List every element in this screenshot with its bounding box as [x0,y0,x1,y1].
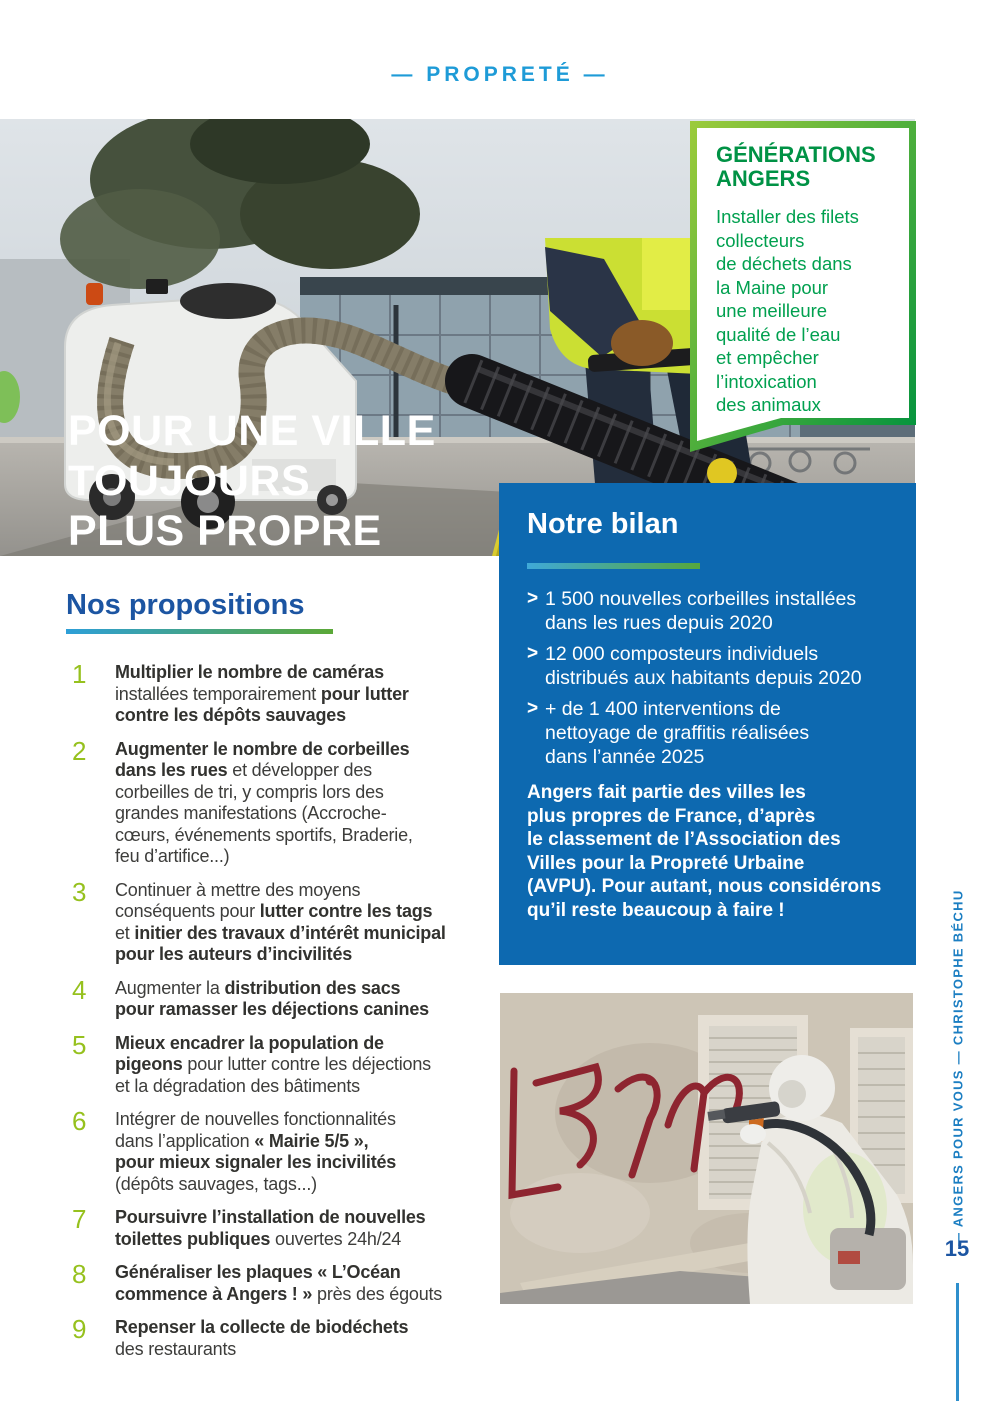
section-header-proprete: — PROPRETÉ — [391,63,609,86]
proposition-item [72,1314,502,1360]
text-line: la Maine pour [716,276,829,298]
text-line: TOUJOURS [68,457,311,505]
text-line [115,944,446,966]
text-line [115,1339,408,1361]
text-segment: grandes manifestations (Accroche- [115,803,387,823]
text-segment: cœurs, événements sportifs, Braderie, [115,824,413,845]
bold-text-segment: Mieux encadrer la population de [115,1032,384,1053]
callout-title [716,143,876,191]
proposition-number: 8 [72,1259,87,1289]
text-line [115,705,409,727]
bilan-box [499,483,916,965]
text-line [115,662,409,684]
text-line: le classement de l’Association des [527,829,841,850]
text-segment: conséquents pour [115,901,260,921]
bilan-bullet-list [527,587,862,776]
text-segment: pour lutter contre les déjections [182,1054,431,1074]
text-line: nettoyage de graffitis réalisées [545,722,810,744]
text-line [115,978,429,1000]
graffiti-photo-illustration [500,993,913,1304]
text-line [115,1174,396,1196]
bold-text-segment: contre les dépôts sauvages [115,705,346,725]
bold-text-segment: pour les auteurs d’incivilités [115,944,353,964]
text-line [115,684,409,706]
text-line: et empêcher [716,347,819,368]
text-line [115,1262,442,1284]
bullet-text [545,642,862,690]
text-line [115,825,413,847]
bold-text-segment: dans les rues [115,760,228,780]
bilan-bullet [527,642,862,690]
text-line [115,901,446,923]
text-segment: Augmenter la [115,977,225,998]
text-line: + de 1 400 interventions de [545,698,781,720]
proposition-text [115,978,429,1021]
proposition-item [72,1259,502,1305]
bullet-text [545,587,856,635]
bilan-heading: Notre bilan [527,508,679,540]
bold-text-segment: lutter contre les tags [259,901,433,921]
proposition-text [115,662,409,727]
text-line [115,999,429,1021]
text-line [115,1284,442,1306]
bold-text-segment: Multiplier le nombre de caméras [115,662,384,682]
proposition-text [115,880,446,966]
text-line: Villes pour la Propreté Urbaine [527,852,805,874]
bold-text-segment: pour mieux signaler les incivilités [115,1152,397,1172]
bold-text-segment: initier des travaux d’intérêt municipal [134,922,446,943]
text-line: collecteurs [716,229,805,251]
text-segment: Intégrer de nouvelles fonctionnalités [115,1109,396,1129]
text-segment: des restaurants [115,1338,237,1359]
text-line [115,1033,431,1055]
bullet-chevron: > [527,588,539,609]
bullet-chevron: > [527,698,539,719]
text-segment: corbeilles de tri, y compris lors des [115,781,384,802]
text-line: distribués aux habitants depuis 2020 [545,667,862,689]
propositions-heading-underline [66,629,333,634]
text-line: 1 500 nouvelles corbeilles installées [545,588,857,610]
propositions-list [72,659,502,1372]
text-line [115,1207,426,1229]
text-line: dans l’année 2025 [545,746,705,768]
text-line [115,1076,431,1098]
text-line [115,846,413,868]
proposition-number: 3 [72,876,87,907]
proposition-number: 9 [72,1314,87,1344]
text-line [115,1152,396,1174]
page-title [68,406,436,556]
bold-text-segment: Repenser la collecte de biodéchets [115,1317,409,1337]
bold-text-segment: Poursuivre l’installation de nouvelles [115,1207,426,1227]
sidebar-vertical-label: — ANGERS POUR VOUS — CHRISTOPHE BÉCHU [950,889,966,1247]
text-line [115,739,413,761]
text-line: GÉNÉRATIONS [716,142,876,167]
bold-text-segment: commence à Angers ! » [115,1283,313,1304]
text-line: plus propres de France, d’après [527,805,816,827]
text-line: 12 000 composteurs individuels [545,643,819,665]
callout-body [716,205,876,417]
text-line: de déchets dans [716,253,852,274]
text-segment: feu d’artifice...) [115,846,230,866]
proposition-text [115,1109,396,1195]
proposition-text [115,739,413,868]
text-line [115,1229,426,1251]
proposition-text [115,1207,426,1250]
bullet-text [545,697,809,769]
bold-text-segment: pigeons [115,1054,183,1074]
bold-text-segment: distribution des sacs [224,977,401,998]
text-line: qu’il reste beaucoup à faire ! [527,899,785,921]
bold-text-segment: pour lutter [320,683,409,704]
margin-rule [956,1283,959,1401]
propositions-heading: Nos propositions [66,589,305,621]
text-line: POUR UNE VILLE [68,407,436,455]
text-segment: et la dégradation des bâtiments [115,1075,360,1096]
text-line [115,1131,396,1153]
proposition-number: 5 [72,1029,87,1060]
bullet-chevron: > [527,643,539,664]
text-line [115,782,413,804]
text-segment: installées temporairement [115,683,321,704]
proposition-text [115,1033,431,1098]
text-segment: près des égouts [312,1283,443,1304]
graffiti-cleaning-photo [500,993,913,1304]
text-line: des animaux [716,394,821,415]
proposition-number: 7 [72,1204,87,1234]
bilan-heading-underline [527,563,700,569]
text-line [115,803,413,825]
bold-text-segment: Généraliser les plaques « L’Océan [115,1262,401,1282]
text-line: ANGERS [716,166,811,191]
text-line: (AVPU). Pour autant, nous considérons [527,876,882,897]
text-line [115,1054,431,1076]
text-line: dans les rues depuis 2020 [545,612,773,634]
text-line [115,923,446,945]
text-segment: et [115,922,135,943]
proposition-item [72,735,502,868]
proposition-number: 6 [72,1106,87,1136]
text-line: qualité de l’eau [716,323,841,345]
page-number: 15 [944,1236,970,1261]
bold-text-segment: Augmenter le nombre de corbeilles [115,738,410,759]
proposition-text [115,1317,408,1360]
bilan-bullet [527,587,862,635]
text-segment: et développer des [227,760,372,780]
proposition-item [72,1204,502,1250]
proposition-item [72,974,502,1021]
bilan-bullet [527,697,862,769]
text-line [115,1317,408,1339]
proposition-number: 2 [72,735,87,766]
proposition-number: 4 [72,974,87,1005]
proposition-item [72,1106,502,1195]
text-line: une meilleure [716,300,828,321]
generations-angers-callout [690,121,916,453]
text-segment: (dépôts sauvages, tags...) [115,1173,317,1194]
text-line: l’intoxication [716,370,817,392]
text-line: Installer des filets [716,206,859,227]
text-segment: Continuer à mettre des moyens [115,879,361,900]
bold-text-segment: « Mairie 5/5 », [254,1130,369,1151]
text-line: Angers fait partie des villes les [527,782,806,803]
bold-text-segment: toilettes publiques [115,1228,271,1249]
text-segment: ouvertes 24h/24 [270,1228,402,1249]
text-segment: dans l’application [115,1130,255,1151]
proposition-text [115,1262,442,1305]
bold-text-segment: pour ramasser les déjections canines [115,999,429,1019]
proposition-item [72,659,502,727]
text-line [115,880,446,902]
proposition-item [72,1029,502,1098]
text-line [115,1109,396,1131]
text-line: PLUS PROPRE [68,507,382,555]
text-line [115,760,413,782]
bilan-note [527,781,881,922]
proposition-number: 1 [72,659,87,689]
proposition-item [72,876,502,966]
